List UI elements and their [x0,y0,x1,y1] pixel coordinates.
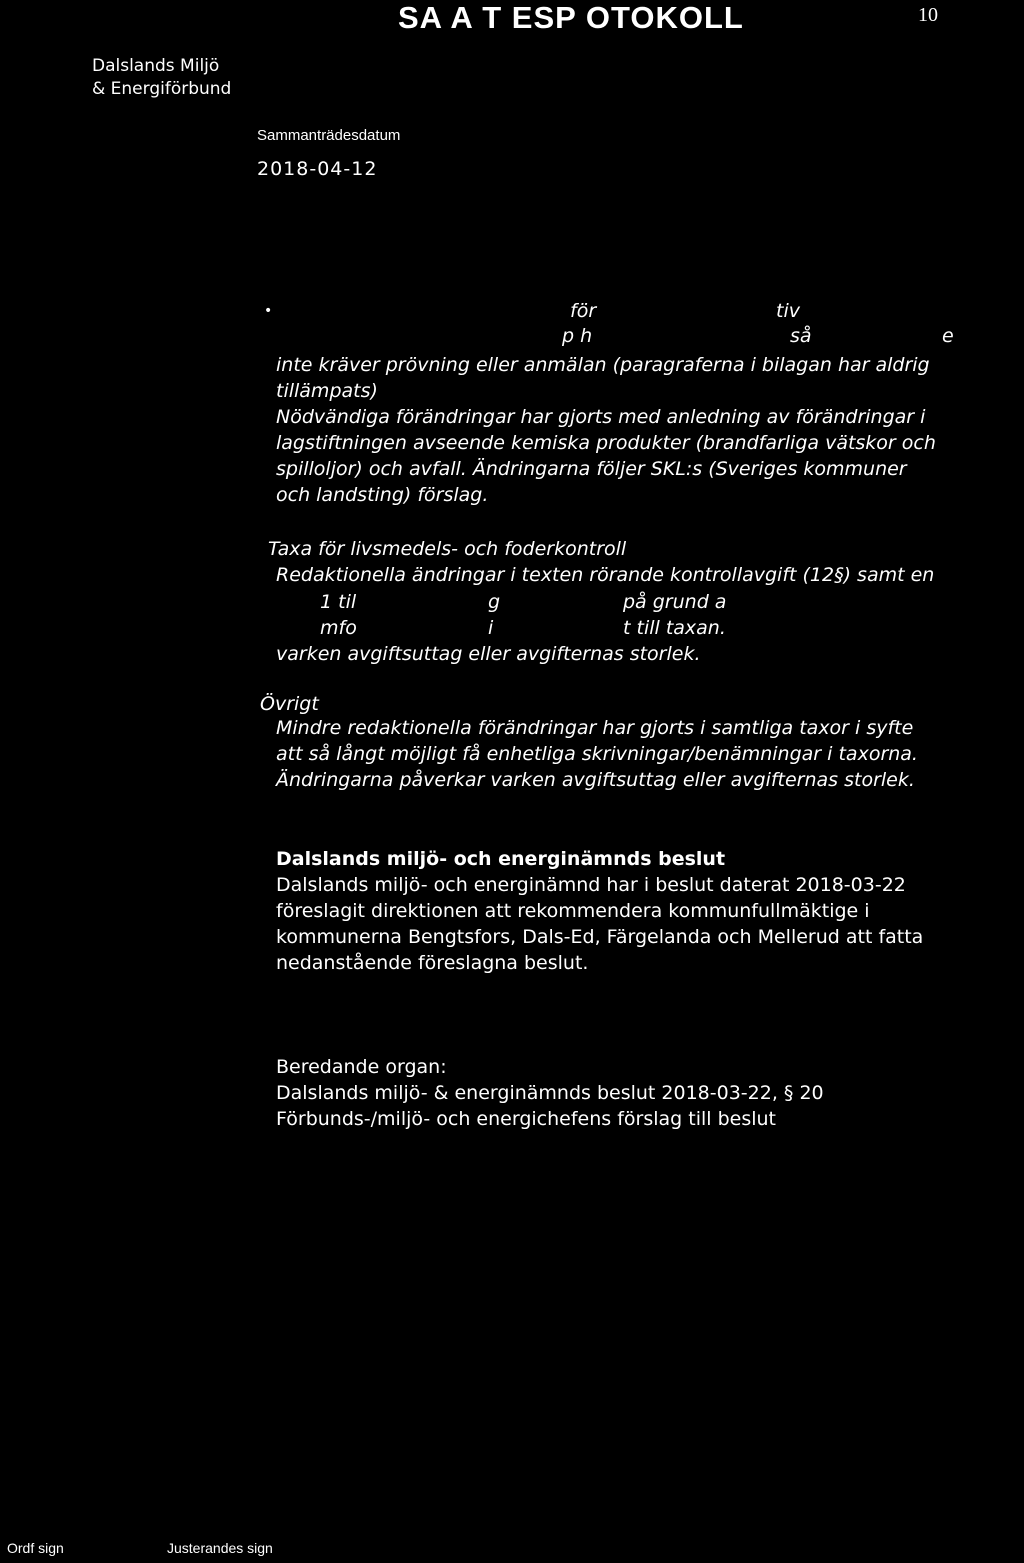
text-fragment: på grund a [623,591,727,613]
meeting-date: 2018-04-12 [257,158,378,180]
body-line: kommunerna Bengtsfors, Dals-Ed, Färgelanda och Mellerud att fatta [276,926,924,948]
body-line: Nödvändiga förändringar har gjorts med anledning av förändringar i [276,406,926,428]
text-fragment: tiv [776,300,800,322]
body-line: inte kräver prövning eller anmälan (paragraferna i bilagan har aldrig [276,354,930,376]
text-fragment: för [570,300,597,322]
body-line: tillämpats) [276,380,378,402]
justerandes-sign-label: Justerandes sign [167,1540,273,1556]
body-line: Dalslands miljö- och energinämnd har i beslut daterat 2018-03-22 [276,874,906,896]
text-fragment: e [942,325,954,347]
body-line: Redaktionella ändringar i texten rörande kontrollavgift (12§) samt en [276,564,935,586]
body-line: lagstiftningen avseende kemiska produkter (brandfarliga vätskor och [276,432,936,454]
body-line: Dalslands miljö- & energinämnds beslut 2018-03-22, § 20 [276,1082,824,1104]
body-line: spilloljor) och avfall. Ändringarna följer SKL:s (Sveriges kommuner [276,458,907,480]
ordf-sign-label: Ordf sign [7,1540,64,1556]
text-fragment: p h [562,325,593,347]
text-fragment: mfo [320,617,357,639]
section-heading-ovrigt: Övrigt [260,693,319,715]
organization-name-line2: & Energiförbund [92,79,232,99]
body-line: att så långt möjligt få enhetliga skrivningar/benämningar i taxorna. [276,743,918,765]
section-heading-taxa: Taxa för livsmedels- och foderkontroll [268,538,627,560]
bullet-point: • [264,303,273,319]
body-line: och landsting) förslag. [276,484,489,506]
body-line: föreslagit direktionen att rekommendera kommunfullmäktige i [276,900,870,922]
body-line: varken avgiftsuttag eller avgifternas storlek. [276,643,701,665]
organization-name-line1: Dalslands Miljö [92,56,220,76]
page-number: 10 [918,4,938,26]
section-heading-decision: Dalslands miljö- och energinämnds beslut [276,848,726,870]
text-fragment: t till taxan. [623,617,726,639]
beredande-label: Beredande organ: [276,1056,447,1078]
body-line: Mindre redaktionella förändringar har gjorts i samtliga taxor i syfte [276,717,914,739]
text-fragment: i [488,617,494,639]
text-fragment: g [488,591,501,613]
text-fragment: så [790,325,812,347]
text-fragment: 1 til [320,591,357,613]
protocol-title: SA A T ESP OTOKOLL [398,0,744,35]
meeting-date-label: Sammanträdesdatum [257,127,401,144]
body-line: nedanstående föreslagna beslut. [276,952,589,974]
body-line: Förbunds-/miljö- och energichefens förslag till beslut [276,1108,776,1130]
body-line: Ändringarna påverkar varken avgiftsuttag eller avgifternas storlek. [276,769,915,791]
